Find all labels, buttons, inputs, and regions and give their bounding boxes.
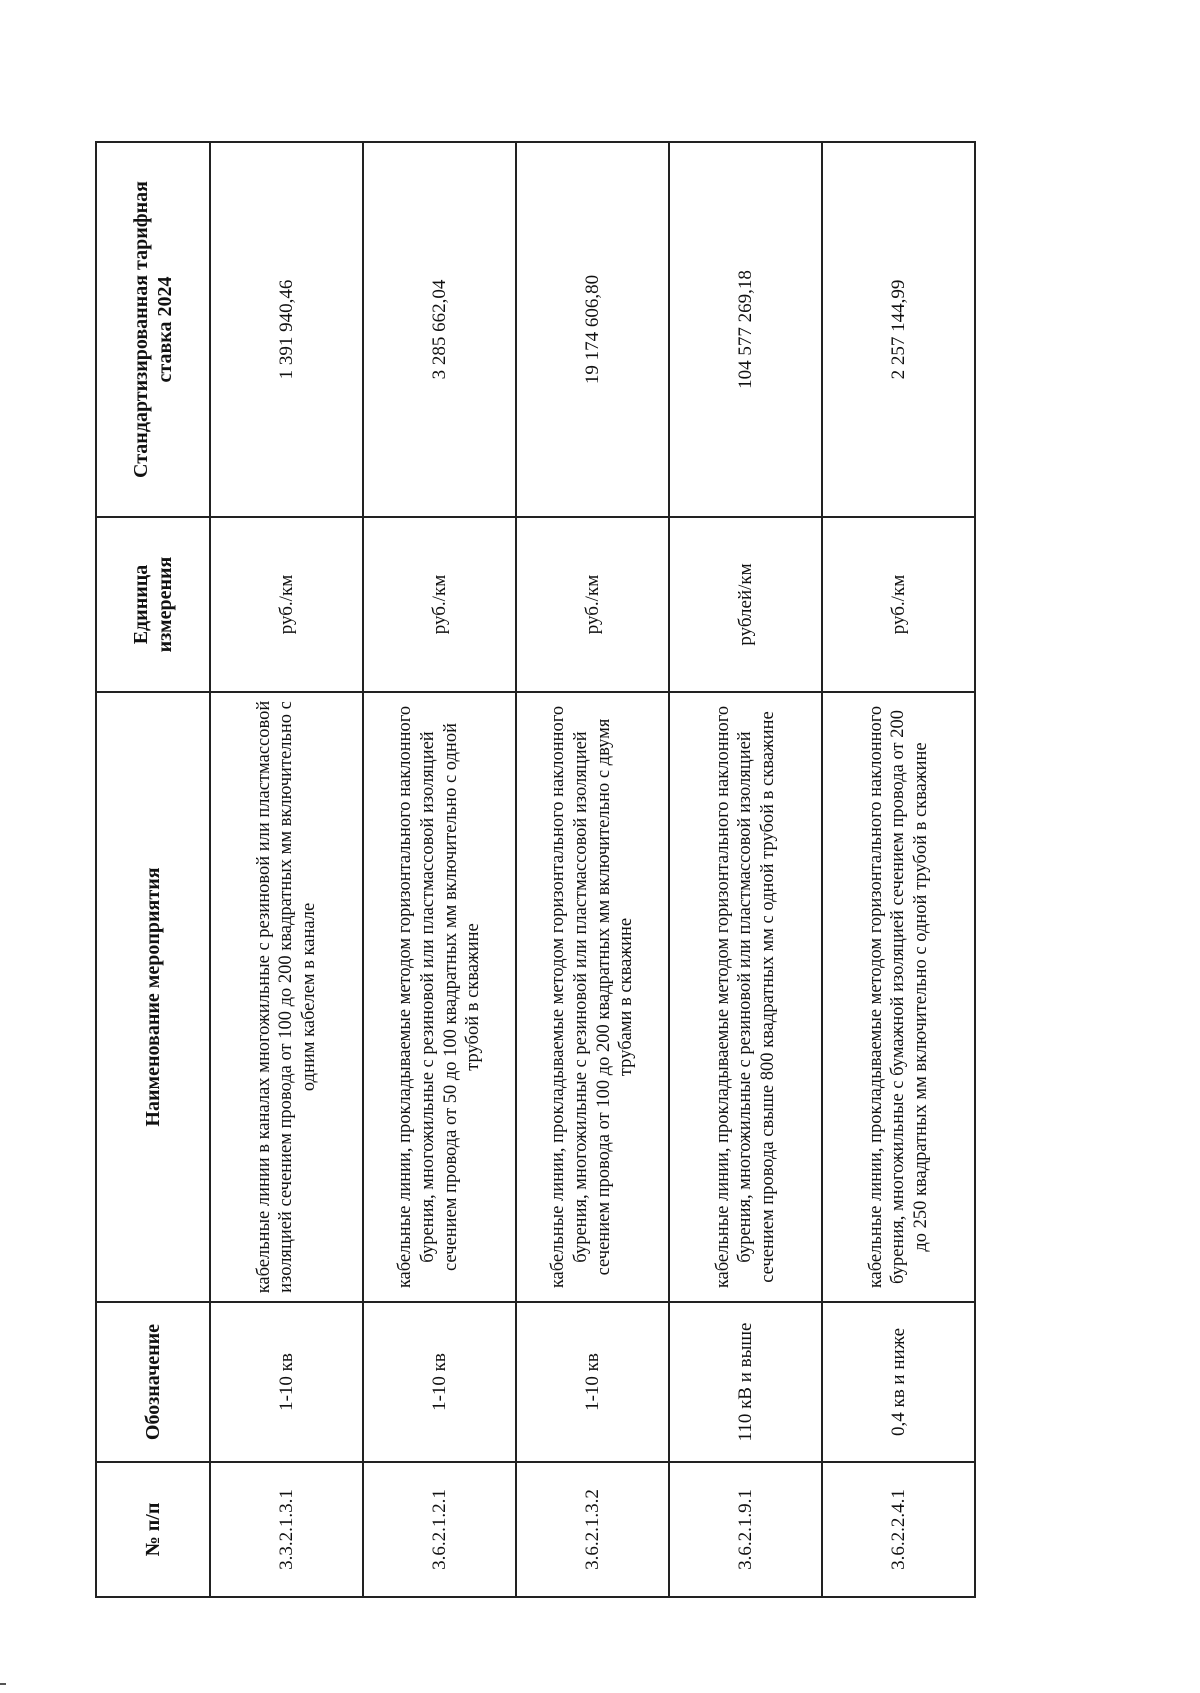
row-number: 3.6.2.1.3.2 — [516, 1462, 669, 1597]
header-number: № п/п — [96, 1462, 210, 1597]
table-row — [822, 142, 975, 1597]
scan-margin-mark — [0, 1683, 6, 1685]
row-designation: 1-10 кв — [210, 1302, 363, 1462]
row-number: 3.6.2.1.9.1 — [669, 1462, 822, 1597]
header-rate: Стандартизированная тарифная ставка 2024 — [96, 142, 210, 517]
row-measure-name: кабельные линии в каналах многожильные с резиновой или пластмассовой изоляцией сечением провода от 100 до 200 квадратных мм включительно с одним кабелем в канале — [210, 692, 363, 1302]
table-row — [516, 142, 669, 1597]
row-number: 3.3.2.1.3.1 — [210, 1462, 363, 1597]
row-number: 3.6.2.1.2.1 — [363, 1462, 516, 1597]
row-unit: руб./км — [516, 517, 669, 692]
row-measure-name: кабельные линии, прокладываемые методом горизонтального наклонного бурения, многожильные с резиновой или пластмассовой изоляцией сечением провода от 50 до 100 квадратных мм включительно с одной трубой в скважине — [363, 692, 516, 1302]
row-unit: руб./км — [822, 517, 975, 692]
row-measure-name: кабельные линии, прокладываемые методом горизонтального наклонного бурения, многожильные с резиновой или пластмассовой изоляцией сечением провода от 100 до 200 квадратных мм включительно с двумя трубами в скважине — [516, 692, 669, 1302]
table-row — [363, 142, 516, 1597]
rotated-table-container — [95, 143, 931, 1598]
header-unit: Единица измерения — [96, 517, 210, 692]
row-measure-name: кабельные линии, прокладываемые методом горизонтального наклонного бурения, многожильные с резиновой или пластмассовой изоляцией сечением провода свыше 800 квадратных мм с одной трубой в скважине — [669, 692, 822, 1302]
row-designation: 1-10 кв — [363, 1302, 516, 1462]
table-row — [669, 142, 822, 1597]
tariff-rates-table — [95, 141, 976, 1598]
row-unit: руб./км — [210, 517, 363, 692]
row-designation: 1-10 кв — [516, 1302, 669, 1462]
header-designation: Обозначение — [96, 1302, 210, 1462]
row-designation: 0,4 кв и ниже — [822, 1302, 975, 1462]
row-rate: 3 285 662,04 — [363, 142, 516, 517]
row-rate: 19 174 606,80 — [516, 142, 669, 517]
row-rate: 1 391 940,46 — [210, 142, 363, 517]
row-unit: руб./км — [363, 517, 516, 692]
row-rate: 2 257 144,99 — [822, 142, 975, 517]
row-designation: 110 кВ и выше — [669, 1302, 822, 1462]
row-number: 3.6.2.2.4.1 — [822, 1462, 975, 1597]
row-rate: 104 577 269,18 — [669, 142, 822, 517]
row-measure-name: кабельные линии, прокладываемые методом горизонтального наклонного бурения, многожильные с бумажной изоляцией сечением провода от 200 до 250 квадратных мм включительно с одной трубой в скважине — [822, 692, 975, 1302]
header-measure-name: Наименование мероприятия — [96, 692, 210, 1302]
table-header-row — [96, 142, 210, 1597]
table-row — [210, 142, 363, 1597]
row-unit: рублей/км — [669, 517, 822, 692]
